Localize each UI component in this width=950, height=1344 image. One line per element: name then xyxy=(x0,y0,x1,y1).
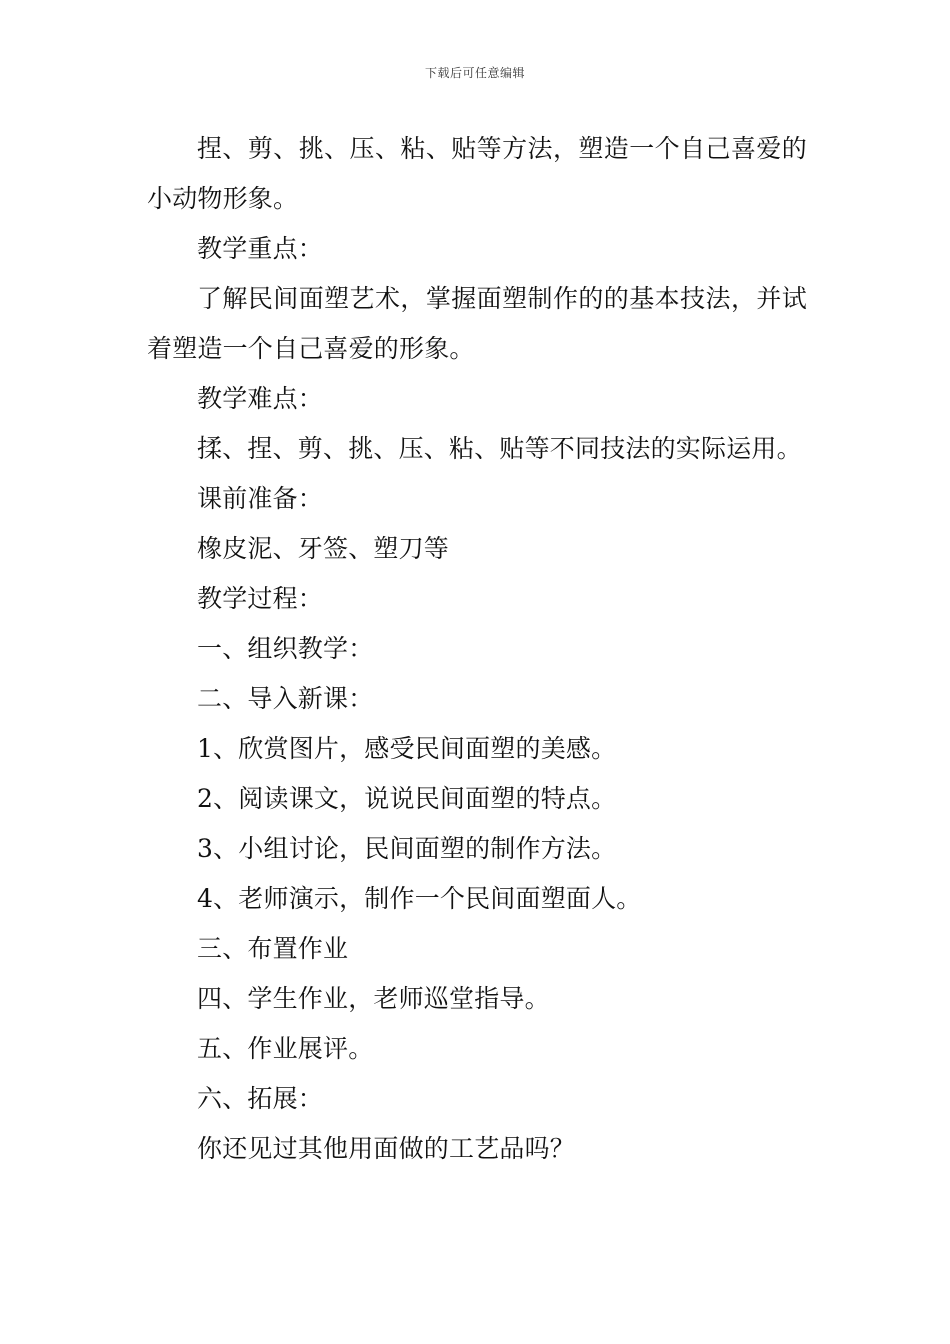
step-extend: 六、拓展： xyxy=(197,1084,324,1113)
step-review: 五、作业展评。 xyxy=(197,1034,374,1063)
substep-1: 1、欣赏图片，感受民间面塑的美感。 xyxy=(197,734,617,763)
paragraph-question: 你还见过其他用面做的工艺品吗？ xyxy=(197,1134,576,1163)
heading-key-points: 教学重点： xyxy=(197,234,324,263)
step-practice: 四、学生作业，老师巡堂指导。 xyxy=(197,984,550,1013)
heading-preparation: 课前准备： xyxy=(197,484,324,513)
paragraph-difficulties: 揉、捏、剪、挑、压、粘、贴等不同技法的实际运用。 xyxy=(197,434,802,463)
heading-process: 教学过程： xyxy=(197,584,324,613)
page-header: 下载后可任意编辑 xyxy=(424,66,525,80)
step-assign: 三、布置作业 xyxy=(197,934,349,963)
step-introduce: 二、导入新课： xyxy=(197,684,374,713)
paragraph-methods: 捏、剪、挑、压、粘、贴等方法，塑造一个自己喜爱的小动物形象。 xyxy=(147,134,807,213)
substep-3: 3、小组讨论，民间面塑的制作方法。 xyxy=(197,834,617,863)
substep-2: 2、阅读课文，说说民间面塑的特点。 xyxy=(197,784,617,813)
paragraph-key-points: 了解民间面塑艺术，掌握面塑制作的的基本技法，并试着塑造一个自己喜爱的形象。 xyxy=(147,284,807,363)
paragraph-preparation: 橡皮泥、牙签、塑刀等 xyxy=(197,534,450,563)
step-organize: 一、组织教学： xyxy=(197,634,374,663)
substep-4: 4、老师演示，制作一个民间面塑面人。 xyxy=(197,884,642,913)
heading-difficulties: 教学难点： xyxy=(197,384,324,413)
document-body xyxy=(147,124,807,1174)
